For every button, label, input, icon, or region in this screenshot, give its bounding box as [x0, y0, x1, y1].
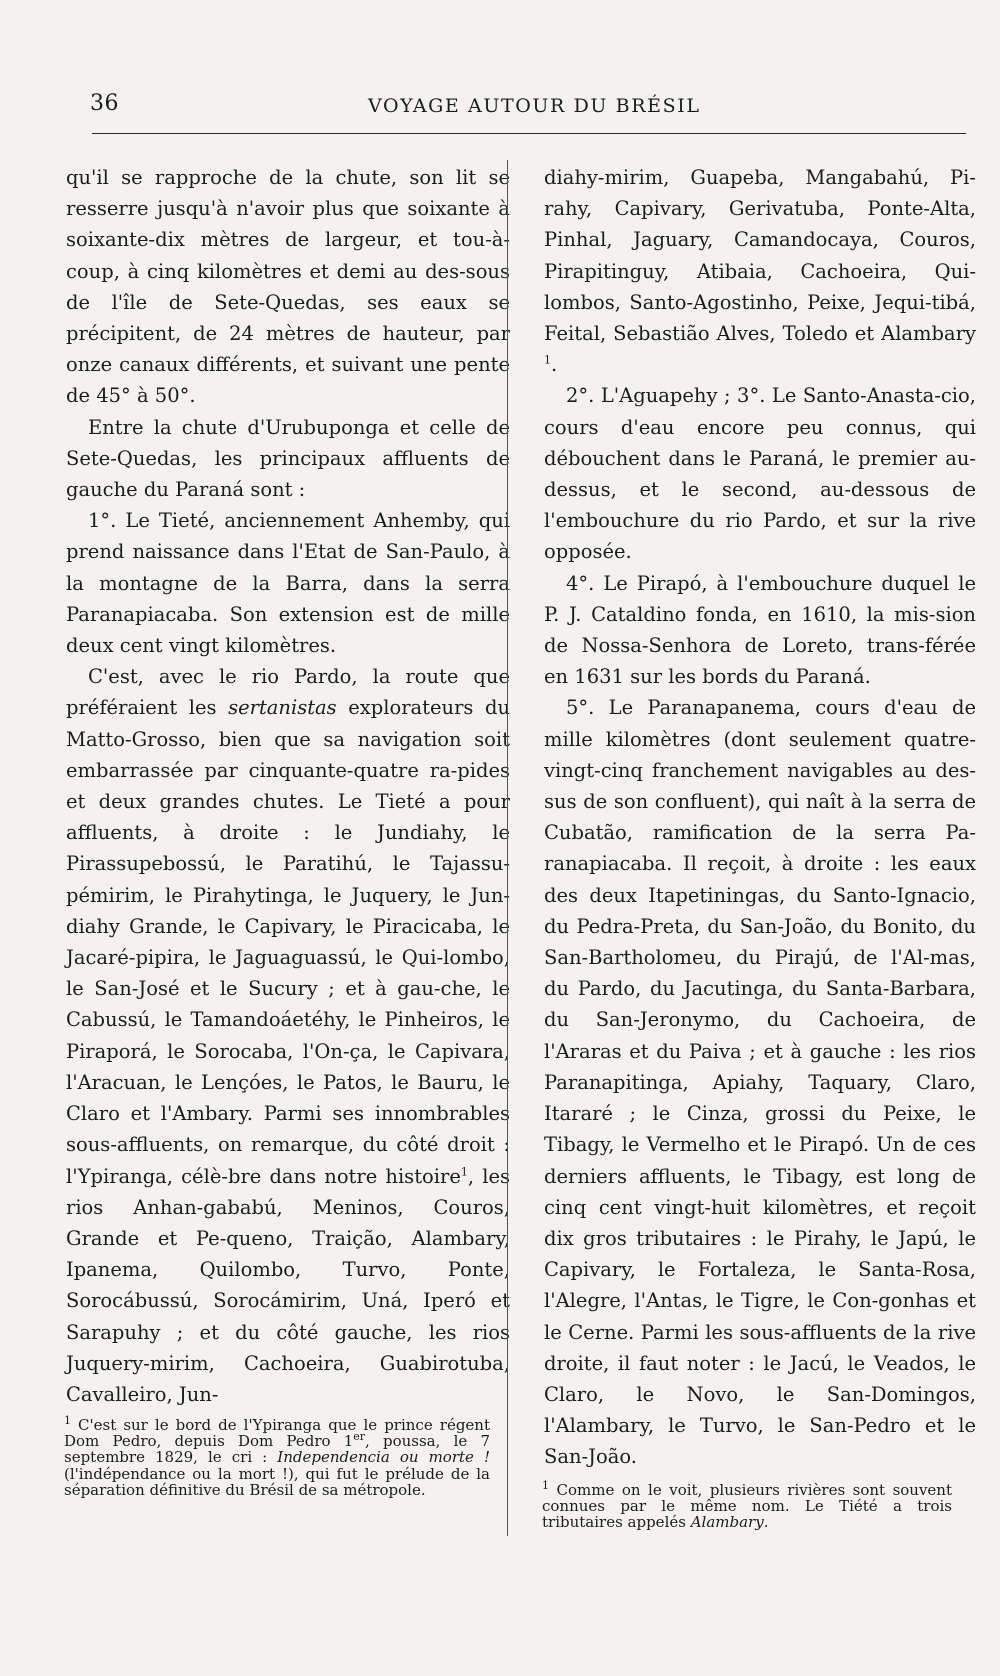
- right-column: [544, 162, 976, 1473]
- footnote-text: (l'indépendance ou la mort !), qui fut le prélude de la séparation définitive du Brésil de sa métropole.: [64, 1464, 490, 1499]
- footnote-mark: 1: [542, 1479, 549, 1492]
- text-run: , les rios Anhan-gababú, Meninos, Couros, Grande et Pe-queno, Traição, Alambary, Ipanema, Quilombo, Turvo, Ponte, Sorocábussú, Sorocámirim, Uná, Iperó et Sarapuhy ; et du côté gauche, les rios Juquery-mirim, Cachoeira, Guabirotuba, Cavalleiro, Jun-: [66, 1164, 510, 1406]
- paragraph: qu'il se rapproche de la chute, son lit se resserre jusqu'à n'avoir plus que soixante à soixante-dix mètres de largeur, et tou-à-coup, à cinq kilomètres et demi au des-sous de l'île de Sete-Quedas, ses eaux se précipitent, de 24 mètres de hauteur, par onze canaux différents, et suivant une pente de 45° à 50°.: [66, 166, 510, 408]
- column-divider: [507, 160, 508, 1536]
- page-number: 36: [90, 91, 119, 116]
- footnote-text: , poussa, le 7 septembre 1829, le cri :: [64, 1432, 490, 1467]
- paragraph: Entre la chute d'Urubuponga et celle de Sete-Quedas, les principaux affluents de gauche du Paraná sont :: [66, 415, 510, 502]
- italic-term: sertanistas: [228, 696, 337, 720]
- text-run: explorateurs du Matto-Grosso, bien que sa navigation soit embarrassée par cinquante-quatre ra-pides et deux grandes chutes. Le Tieté a pour affluents, à droite : le Jundiahy, le Pirassupebossú, le Paratihú, le Tajassu-pémirim, le Pirahytinga, le Juquery, le Jun-diahy Grande, le Capivary, le Piracicaba, le Jacaré-pipira, le Jaguaguassú, le Qui-lombo, le San-José et le Sucury ; et à gau-che, le Cabussú, le Tamandoáetéhy, le Pinheiros, le Piraporá, le Sorocaba, l'On-ça, le Capivara, l'Aracuan, le Lençóes, le Patos, le Bauru, le Claro et l'Ambary. Parmi ses innombrables sous-affluents, on remarque, du côté droit : l'Ypiranga, célè-bre dans notre histoire: [66, 696, 510, 1188]
- text-run: diahy-mirim, Guapeba, Mangabahú, Pi-rahy, Capivary, Gerivatuba, Ponte-Alta, Pinhal, Jaguary, Camandocaya, Couros, Pirapitinguy, Atibaia, Cachoeira, Qui-lombos, Santo-Agostinho, Peixe, Jequi-tibá, Feital, Sebastião Alves, Toledo et Alambary: [544, 166, 976, 346]
- footnote-text: Comme on le voit, plusieurs rivières sont souvent connues par le même nom. Le Tiété a trois tributaires appelés: [542, 1481, 952, 1532]
- paragraph: 5°. Le Paranapanema, cours d'eau de mille kilomètres (dont seulement quatre-vingt-cinq franchement navigables au des-sus de son confluent), qui naît à la serra de Cubatão, ramification de la serra Pa-ranapiacaba. Il reçoit, à droite : les eaux des deux Itapetiningas, du Santo-Ignacio, du Pedra-Preta, du San-João, du Bonito, du San-Bartholomeu, du Pirajú, de l'Al-mas, du Pardo, du Jacutinga, du Santa-Barbara, du San-Jeronymo, du Cachoeira, de l'Araras et du Paiva ; et à gauche : les rios Paranapitinga, Apiahy, Taquary, Claro, Itararé ; le Cinza, grossi du Peixe, le Tibagy, le Vermelho et le Pirapó. Un de ces derniers affluents, le Tibagy, est long de cinq cent vingt-huit kilomètres, et reçoit dix gros tributaires : le Pirahy, le Japú, le Capivary, le Fortaleza, le Santa-Rosa, l'Alegre, l'Antas, le Tigre, le Con-gonhas et le Cerne. Parmi les sous-affluents de la rive droite, il faut noter : le Jacú, le Veados, le Claro, le Novo, le San-Domingos, l'Alambary, le Turvo, le San-Pedro et le San-João.: [544, 696, 976, 1469]
- footnote-text: .: [763, 1513, 769, 1532]
- text-run: C'est, avec le rio Pardo, la route que préféraient les: [66, 665, 510, 720]
- paragraph: 4°. Le Pirapó, à l'embouchure duquel le P. J. Cataldino fonda, en 1610, la mis-sion de Nossa-Senhora de Loreto, trans-férée en 1631 sur les bords du Paraná.: [544, 571, 976, 689]
- header-rule: [92, 133, 966, 134]
- footnote-reference: 1: [460, 1165, 468, 1178]
- running-title: VOYAGE AUTOUR DU BRÉSIL: [368, 95, 701, 117]
- paragraph: 2°. L'Aguapehy ; 3°. Le Santo-Anasta-cio, cours d'eau encore peu connus, qui débouchent dans le Paraná, le premier au-dessus, et le second, au-dessous de l'embouchure du rio Pardo, et sur la rive opposée.: [544, 384, 976, 564]
- footnote-mark: 1: [64, 1414, 71, 1427]
- paragraph: [66, 661, 510, 1410]
- italic-term: Alambary: [690, 1513, 764, 1532]
- paragraph: [544, 162, 976, 380]
- paragraph: 1°. Le Tieté, anciennement Anhemby, qui prend naissance dans l'Etat de San-Paulo, à la montagne de la Barra, dans la serra Paranapiacaba. Son extension est de mille deux cent vingt kilomètres.: [66, 509, 510, 658]
- footnote-left: [64, 1414, 490, 1499]
- superscript: er: [353, 1430, 366, 1444]
- footnote-right: [542, 1479, 952, 1532]
- footnote-reference: 1: [544, 353, 551, 367]
- text-run: .: [551, 353, 558, 377]
- left-column: [66, 162, 510, 1410]
- footnote-text: C'est sur le bord de l'Ypiranga que le prince régent Dom Pedro, depuis Dom Pedro 1: [64, 1416, 490, 1451]
- italic-quote: Independencia ou morte !: [277, 1448, 490, 1467]
